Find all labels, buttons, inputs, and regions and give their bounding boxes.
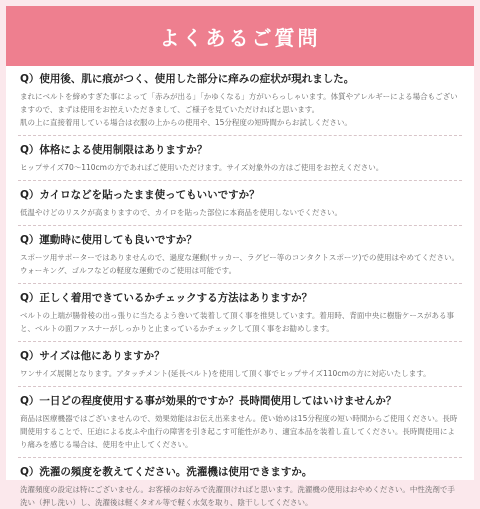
faq-item: [6, 72, 474, 129]
divider: [18, 180, 462, 181]
divider: [18, 283, 462, 284]
faq-item: [6, 188, 474, 219]
faq-question: Q）使用後、肌に痕がつく、使用した部分に痒みの症状が現れました。: [20, 73, 355, 85]
divider: [18, 135, 462, 136]
divider: [18, 386, 462, 387]
faq-question: Q）カイロなどを貼ったまま使ってもいいですか？: [20, 189, 260, 201]
page-title: よくあるご質問: [159, 25, 321, 50]
faq-question: Q）サイズは他にありますか？: [20, 350, 165, 362]
faq-answer: スポーツ用サポーターではありませんので、過度な運動(サッカー、ラグビー等のコンタクトスポーツ)での使用はやめてください。ウォーキング、ゴルフなどの軽度な運動でのご使用は可能です。: [20, 253, 459, 275]
faq-answer: まれにベルトを締めすぎた事によって「赤みが出る」「かゆくなる」方がいらっしゃいます。体質やアレルギーによる場合もございますので、まずは使用をお控えいただきまして、ご様子を見ていただければと思います。 肌の上に直接着用している場合は衣服の上からの使用や、15分程度の短時間からお試しください。: [20, 92, 458, 127]
divider: [18, 225, 462, 226]
faq-answer: ベルトの上端が腸骨稜の出っ張りに当たるよう巻いて装着して頂く事を推奨しています。着用時、背面中央に樹脂ケースがある事と、ベルトの面ファスナーがしっかりと止まっているかチェックして頂く事をお勧めします。: [20, 311, 455, 333]
faq-answer: ヒップサイズ70〜110cmの方であればご使用いただけます。サイズ対象外の方はご使用をお控えください。: [20, 163, 384, 172]
faq-question: Q）運動時に使用しても良いですか？: [20, 234, 197, 246]
faq-answer: ワンサイズ展開となります。アタッチメント(延長ベルト)を使用して頂く事でヒップサイズ110cmの方に対応いたします。: [20, 369, 431, 378]
faq-item: [6, 465, 474, 509]
divider: [18, 341, 462, 342]
faq-answer: 洗濯頻度の設定は特にございません。お客様のお好みで洗濯頂ければと思います。洗濯機の使用はおやめください。中性洗剤で手洗い（押し洗い）し、洗濯後は軽くタオル等で軽く水気を取り、陰干ししてください。: [20, 485, 455, 507]
faq-question: Q）一日どの程度使用する事が効果的ですか？長時間使用してはいけませんか？: [20, 395, 397, 407]
faq-item: [6, 394, 474, 451]
faq-question: Q）体格による使用制限はありますか？: [20, 144, 208, 156]
faq-answer: 低温やけどのリスクが高まりますので、カイロを貼った部位に本商品を使用しないでください。: [20, 208, 342, 217]
faq-list: [6, 72, 474, 509]
faq-item: [6, 349, 474, 380]
divider: [18, 457, 462, 458]
faq-item: [6, 291, 474, 335]
faq-item: [6, 143, 474, 174]
faq-answer: 商品は医療機器ではございませんので、効果効能はお伝え出来ません。使い始めは15分程度の短い時間からご使用ください。長時間使用することで、圧迫による皮ふや血行の障害を引き起こす可能性があり、適宜本品を装着し直してください。長時間使用により痛みを感じる場合は、使用を中止してください。: [20, 414, 458, 449]
faq-question: Q）洗濯の頻度を教えてください。洗濯機は使用できますか。: [20, 466, 313, 478]
faq-header-banner: [6, 6, 474, 66]
faq-item: [6, 233, 474, 277]
faq-question: Q）正しく着用できているかチェックする方法はありますか？: [20, 292, 313, 304]
